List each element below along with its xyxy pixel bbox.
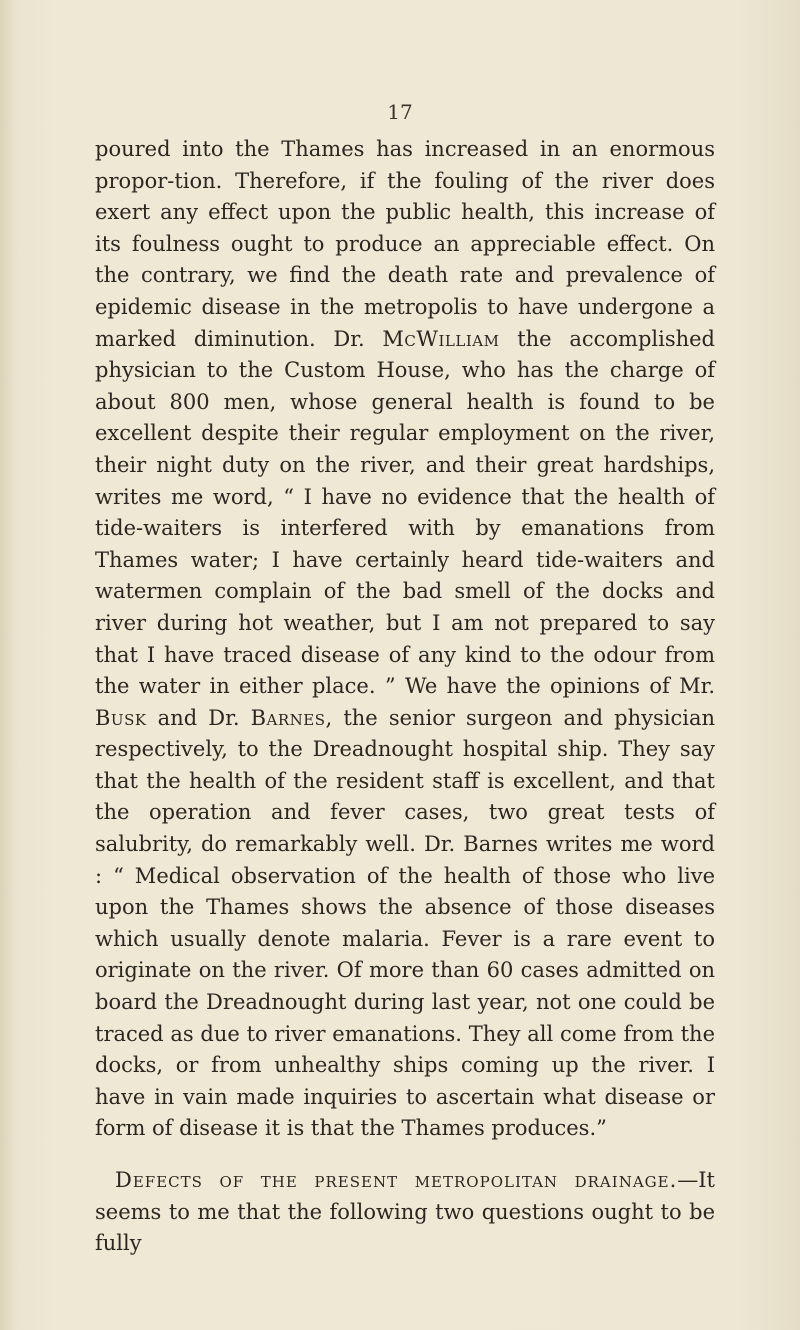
text-run: the accomplished physician to the Custom House, who has the charge of about 800 men, whose general health is found to be excellent despite their regular employment on the river, their night duty on the river, and their great hardships, writes me word, “ I have no evidence that the health of tide-waiters is interfered with by emanations from Thames water; I have certainly heard tide-waiters and watermen complain of the bad smell of the docks and river during hot weather, but I am not prepared to say that I have traced disease of any kind to the odour from the water in either place. ” We have the opinions of Mr.: [95, 326, 715, 699]
section-heading: Defects of the present metropolitan drainage.: [115, 1168, 678, 1192]
text-run: poured into the Thames has increased in an enormous propor-tion. Therefore, if the fouling of the river does exert any effect upon the public health, this increase of its foulness ought to produce an appreciable effect. On the contrary, we find the death rate and prevalence of epidemic disease in the metropolis to have undergone a marked diminution. Dr.: [95, 137, 715, 351]
body-text: [95, 134, 715, 1260]
person-name: Barnes: [250, 705, 326, 730]
text-run: , the senior surgeon and physician respectively, to the Dreadnought hospital ship. They say that the health of the resident staff is excellent, and that the operation and fever cases, two great tests of salubrity, do remarkably well. Dr. Barnes writes me word : “ Medical observation of the health of those who live upon the Thames shows the absence of those diseases which usually denote malaria. Fever is a rare event to originate on the river. Of more than 60 cases admitted on board the Dreadnought during last year, not one could be traced as due to river emanations. They all come from the docks, or from unhealthy ships coming up the river. I have in vain made inquiries to ascertain what disease or form of disease it is that the Thames produces.”: [95, 705, 715, 1141]
paragraph-river-health: [95, 134, 715, 1145]
paragraph-drainage-defects: [95, 1165, 715, 1260]
person-name: McWilliam: [382, 326, 500, 351]
text-run: —It seems to me that the following two questions ought to be fully: [95, 1168, 715, 1256]
person-name: Busk: [95, 705, 147, 730]
page-number: 17: [387, 100, 413, 124]
text-run: and Dr.: [146, 705, 251, 730]
